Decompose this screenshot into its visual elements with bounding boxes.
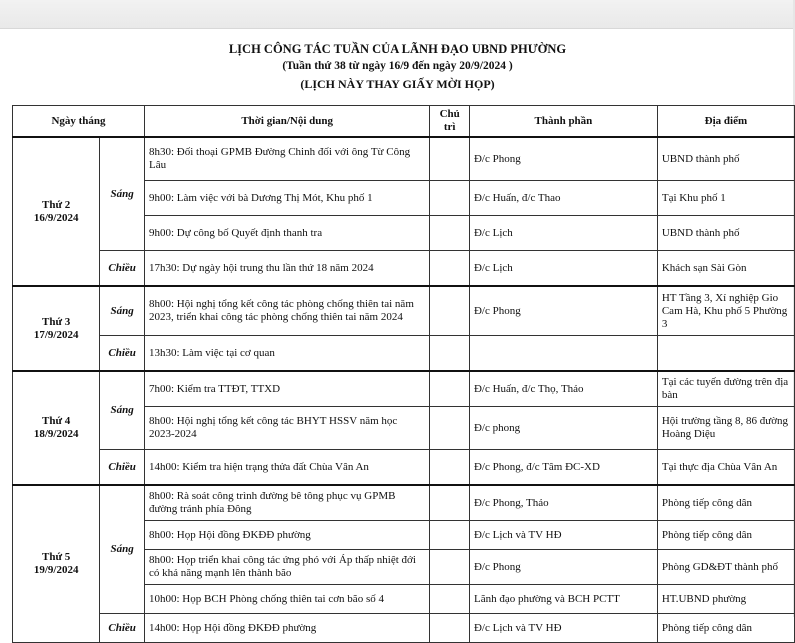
table-row bbox=[13, 614, 795, 643]
content-cell: 8h00: Rà soát công trình đường bê tông phục vụ GPMB đường tránh phía Đông bbox=[145, 485, 430, 521]
chair-cell bbox=[430, 251, 470, 287]
col-header-participants: Thành phần bbox=[469, 106, 657, 138]
location-cell bbox=[657, 336, 794, 372]
participants-cell: Đ/c Lịch bbox=[469, 251, 657, 287]
session-cell: Chiều bbox=[100, 450, 145, 486]
session-cell: Chiều bbox=[100, 251, 145, 287]
session-cell: Sáng bbox=[100, 485, 145, 614]
location-cell: Hội trường tầng 8, 86 đường Hoàng Diệu bbox=[657, 407, 794, 450]
table-row bbox=[13, 251, 795, 287]
day-date: 17/9/2024 bbox=[33, 328, 79, 341]
chair-cell bbox=[430, 585, 470, 614]
location-cell: Tại thực địa Chùa Vân An bbox=[657, 450, 794, 486]
participants-cell bbox=[469, 336, 657, 372]
chair-cell bbox=[430, 286, 470, 336]
table-row bbox=[13, 137, 795, 181]
chair-cell bbox=[430, 550, 470, 585]
table-row bbox=[13, 336, 795, 372]
table-row bbox=[13, 371, 795, 407]
location-cell: Khách sạn Sài Gòn bbox=[657, 251, 794, 287]
content-cell: 14h00: Kiểm tra hiện trạng thửa đất Chùa Vân An bbox=[145, 450, 430, 486]
col-header-date: Ngày tháng bbox=[13, 106, 145, 138]
day-cell bbox=[13, 485, 100, 643]
location-cell: Tại Khu phố 1 bbox=[657, 181, 794, 216]
content-cell: 17h30: Dự ngày hội trung thu lần thứ 18 năm 2024 bbox=[145, 251, 430, 287]
viewer-toolbar bbox=[0, 0, 795, 29]
chair-cell bbox=[430, 371, 470, 407]
chair-cell bbox=[430, 521, 470, 550]
chair-cell bbox=[430, 450, 470, 486]
col-header-chair: Chủ trì bbox=[430, 106, 470, 138]
location-cell: Phòng GD&ĐT thành phố bbox=[657, 550, 794, 585]
document-header bbox=[0, 40, 795, 93]
table-row bbox=[13, 286, 795, 336]
document-subtitle: (Tuần thứ 38 từ ngày 16/9 đến ngày 20/9/2024 ) bbox=[282, 60, 513, 72]
content-cell: 7h00: Kiểm tra TTĐT, TTXD bbox=[145, 371, 430, 407]
content-cell: 8h00: Họp triển khai công tác ứng phó với Áp thấp nhiệt đới có khả năng mạnh lên thành bão bbox=[145, 550, 430, 585]
participants-cell: Đ/c Huấn, đ/c Thọ, Thảo bbox=[469, 371, 657, 407]
content-cell: 8h00: Hội nghị tổng kết công tác BHYT HSSV năm học 2023-2024 bbox=[145, 407, 430, 450]
table-header-row bbox=[13, 106, 795, 138]
content-cell: 8h00: Hội nghị tổng kết công tác phòng chống thiên tai năm 2023, triển khai công tác phòng chống thiên tai năm 2024 bbox=[145, 286, 430, 336]
chair-cell bbox=[430, 216, 470, 251]
day-date: 16/9/2024 bbox=[33, 211, 79, 224]
session-cell: Sáng bbox=[100, 137, 145, 251]
day-date: 19/9/2024 bbox=[33, 564, 79, 576]
location-cell: HT Tầng 3, Xí nghiệp Gio Cam Hà, Khu phố 5 Phường 3 bbox=[657, 286, 794, 336]
location-cell: Phòng tiếp công dân bbox=[657, 485, 794, 521]
content-cell: 8h00: Họp Hội đồng ĐKĐĐ phường bbox=[145, 521, 430, 550]
day-cell bbox=[13, 286, 100, 371]
location-cell: Phòng tiếp công dân bbox=[657, 521, 794, 550]
participants-cell: Đ/c Lịch và TV HĐ bbox=[469, 521, 657, 550]
participants-cell: Đ/c Huấn, đ/c Thao bbox=[469, 181, 657, 216]
chair-cell bbox=[430, 137, 470, 181]
participants-cell: Đ/c Phong bbox=[469, 137, 657, 181]
session-cell: Chiều bbox=[100, 336, 145, 372]
participants-cell: Đ/c Phong bbox=[469, 550, 657, 585]
day-date: 18/9/2024 bbox=[33, 428, 79, 440]
col-header-location: Địa điểm bbox=[657, 106, 794, 138]
content-cell: 13h30: Làm việc tại cơ quan bbox=[145, 336, 430, 372]
participants-cell: Đ/c Phong, Thảo bbox=[469, 485, 657, 521]
document-note: (LỊCH NÀY THAY GIẤY MỜI HỌP) bbox=[300, 77, 495, 91]
table-row bbox=[13, 485, 795, 521]
day-label: Thứ 3 bbox=[42, 315, 71, 328]
participants-cell: Đ/c Phong bbox=[469, 286, 657, 336]
location-cell: Tại các tuyến đường trên địa bàn bbox=[657, 371, 794, 407]
content-cell: 9h00: Dự công bố Quyết định thanh tra bbox=[145, 216, 430, 251]
content-cell: 14h00: Họp Hội đồng ĐKĐĐ phường bbox=[145, 614, 430, 643]
participants-cell: Đ/c Lịch và TV HĐ bbox=[469, 614, 657, 643]
location-cell: HT.UBND phường bbox=[657, 585, 794, 614]
day-label: Thứ 4 bbox=[42, 415, 71, 427]
location-cell: Phòng tiếp công dân bbox=[657, 614, 794, 643]
participants-cell: Lãnh đạo phường và BCH PCTT bbox=[469, 585, 657, 614]
content-cell: 10h00: Họp BCH Phòng chống thiên tai cơn bão số 4 bbox=[145, 585, 430, 614]
participants-cell: Đ/c phong bbox=[469, 407, 657, 450]
chair-cell bbox=[430, 181, 470, 216]
content-cell: 9h00: Làm việc với bà Dương Thị Mót, Khu phố 1 bbox=[145, 181, 430, 216]
chair-cell bbox=[430, 407, 470, 450]
chair-cell bbox=[430, 485, 470, 521]
session-cell: Sáng bbox=[100, 371, 145, 450]
chair-cell bbox=[430, 336, 470, 372]
location-cell: UBND thành phố bbox=[657, 137, 794, 181]
location-cell: UBND thành phố bbox=[657, 216, 794, 251]
day-cell bbox=[13, 137, 100, 286]
session-cell: Sáng bbox=[100, 286, 145, 336]
content-cell: 8h30: Đối thoại GPMB Đường Chinh đối với ông Từ Công Lâu bbox=[145, 137, 430, 181]
session-cell: Chiều bbox=[100, 614, 145, 643]
day-label: Thứ 5 bbox=[42, 551, 71, 563]
participants-cell: Đ/c Lịch bbox=[469, 216, 657, 251]
table-row bbox=[13, 450, 795, 486]
schedule-table bbox=[12, 105, 795, 643]
day-label: Thứ 2 bbox=[42, 198, 71, 211]
day-cell bbox=[13, 371, 100, 485]
document-title: LỊCH CÔNG TÁC TUẦN CỦA LÃNH ĐẠO UBND PHƯỜNG bbox=[228, 42, 567, 56]
chair-cell bbox=[430, 614, 470, 643]
participants-cell: Đ/c Phong, đ/c Tâm ĐC-XD bbox=[469, 450, 657, 486]
col-header-content: Thời gian/Nội dung bbox=[145, 106, 430, 138]
